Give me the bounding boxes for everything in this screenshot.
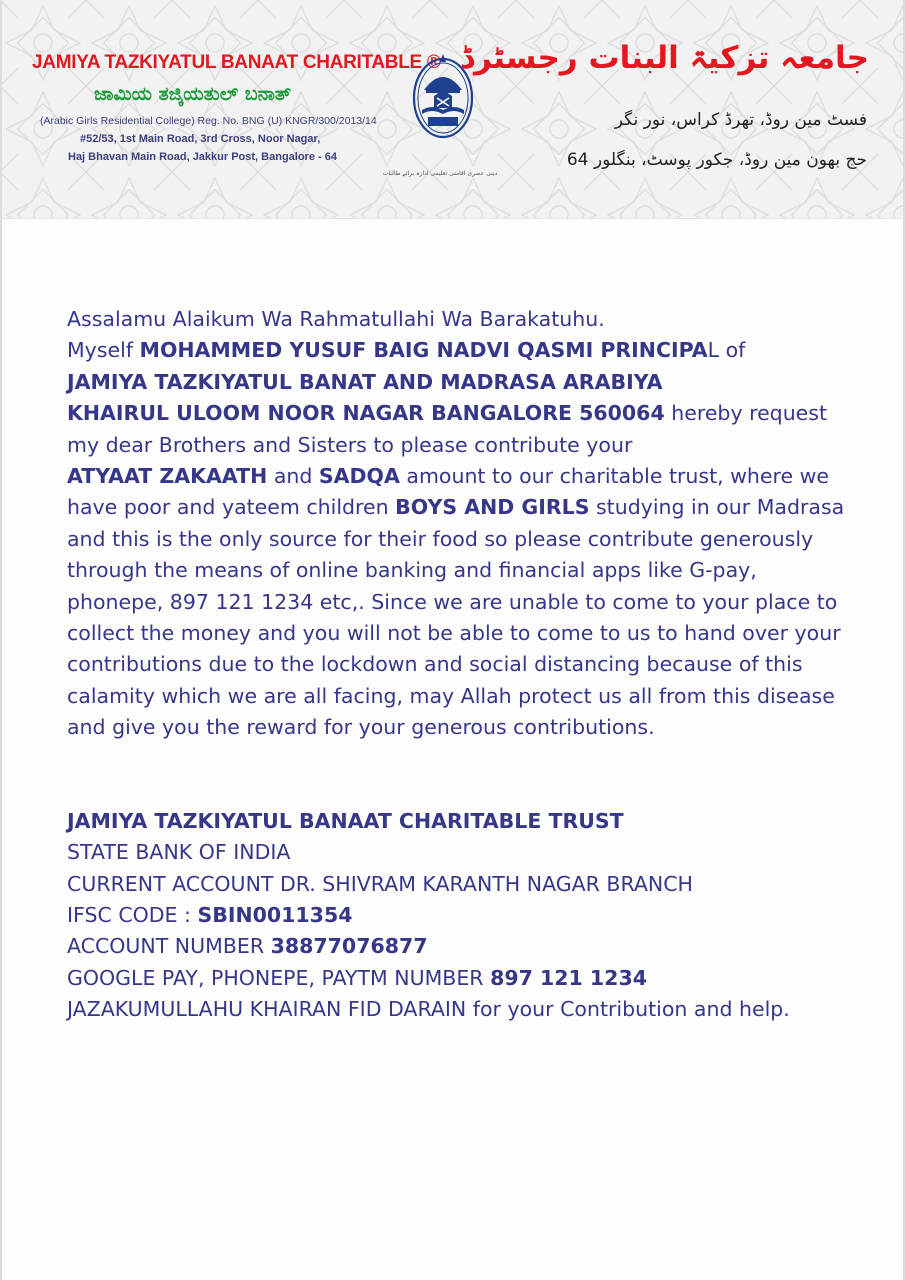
payment-value: 897 121 1234 (490, 965, 647, 990)
ifsc-value: SBIN0011354 (197, 902, 353, 927)
address-line-2: Haj Bhavan Main Road, Jakkur Post, Bangalore - 64 (68, 151, 337, 163)
trust-name-text: JAMIYA TAZKIYATUL BANAAT CHARITABLE TRUST (67, 808, 624, 833)
boys-and-girls-term: BOYS AND GIRLS (395, 495, 590, 520)
appeal-paragraph (67, 335, 857, 743)
ifsc-label: IFSC CODE : (67, 902, 198, 927)
account-number (67, 931, 857, 962)
branch-name: CURRENT ACCOUNT DR. SHIVRAM KARANTH NAGAR BRANCH (67, 871, 693, 896)
appeal-text: L of (707, 338, 746, 363)
appeal-text: studying in our Madrasa and this is the only source for their food so please contribute generously through the means of online banking and financial apps like G-pay, phonepe, 897 121 1234 etc,. Since we are unable to come to your place to collect the money and you will not be able to come to us to hand over your contributions due to the lockdown and social distancing because of this calamity which we are all facing, may Allah protect us all from this disease and give you the reward for your generous contributions. (67, 495, 845, 740)
institution-name: JAMIYA TAZKIYATUL BANAT AND MADRASA ARABIYA (67, 369, 663, 394)
ifsc-code (67, 900, 857, 931)
letter-content (67, 304, 857, 1026)
sadqa-term: SADQA (318, 464, 400, 489)
letterhead (0, 0, 905, 219)
registration-number: (Arabic Girls Residential College) Reg. No. BNG (U) KNGR/300/2013/14 (40, 115, 377, 127)
trust-name (67, 806, 857, 837)
appeal-text: hereby request my dear Brothers and Sisters to please contribute your (67, 401, 828, 457)
org-name-urdu: جامعہ تزکیۃ البنات رجسٹرڈ (460, 40, 869, 76)
account-value: 38877076877 (270, 934, 428, 959)
org-name-kannada: ಜಾಮಿಯ ತಜ್ಕಿಯತುಲ್ ಬನಾತ್ (94, 83, 292, 105)
appeal-text: Myself (67, 338, 140, 363)
appeal-text: amount to our charitable trust, where we have poor and yateem children (67, 464, 830, 520)
institution-location: KHAIRUL ULOOM NOOR NAGAR BANGALORE 560064 (67, 401, 665, 426)
payment-number (67, 963, 857, 994)
principal-name: MOHAMMED YUSUF BAIG NADVI QASMI PRINCIPA (139, 338, 708, 363)
address-line-1: #52/53, 1st Main Road, 3rd Cross, Noor Nagar, (80, 133, 321, 145)
urdu-address-line-2: حج بھون مین روڈ، جکور پوسٹ، بنگلور 64 (566, 150, 867, 170)
payment-label: GOOGLE PAY, PHONEPE, PAYTM NUMBER (67, 965, 491, 990)
bank-details (67, 806, 857, 1026)
zakaath-term: ATYAAT ZAKAATH (67, 464, 268, 489)
account-label: ACCOUNT NUMBER (67, 934, 271, 959)
greeting: Assalamu Alaikum Wa Rahmatullahi Wa Barakatuhu. (67, 307, 605, 331)
bank-name: STATE BANK OF INDIA (67, 840, 291, 865)
logo-caption: دینی عصری اقامتی تعلیمی ادارہ برائے طالبات (382, 170, 498, 177)
org-name-english: JAMIYA TAZKIYATUL BANAAT CHARITABLE ® (32, 52, 441, 73)
appeal-text: and (267, 464, 319, 489)
closing-line: JAZAKUMULLAHU KHAIRAN FID DARAIN for your Contribution and help. (67, 997, 790, 1022)
urdu-address-line-1: فسٹ مین روڈ، تھرڈ کراس، نور نگر (614, 110, 867, 130)
